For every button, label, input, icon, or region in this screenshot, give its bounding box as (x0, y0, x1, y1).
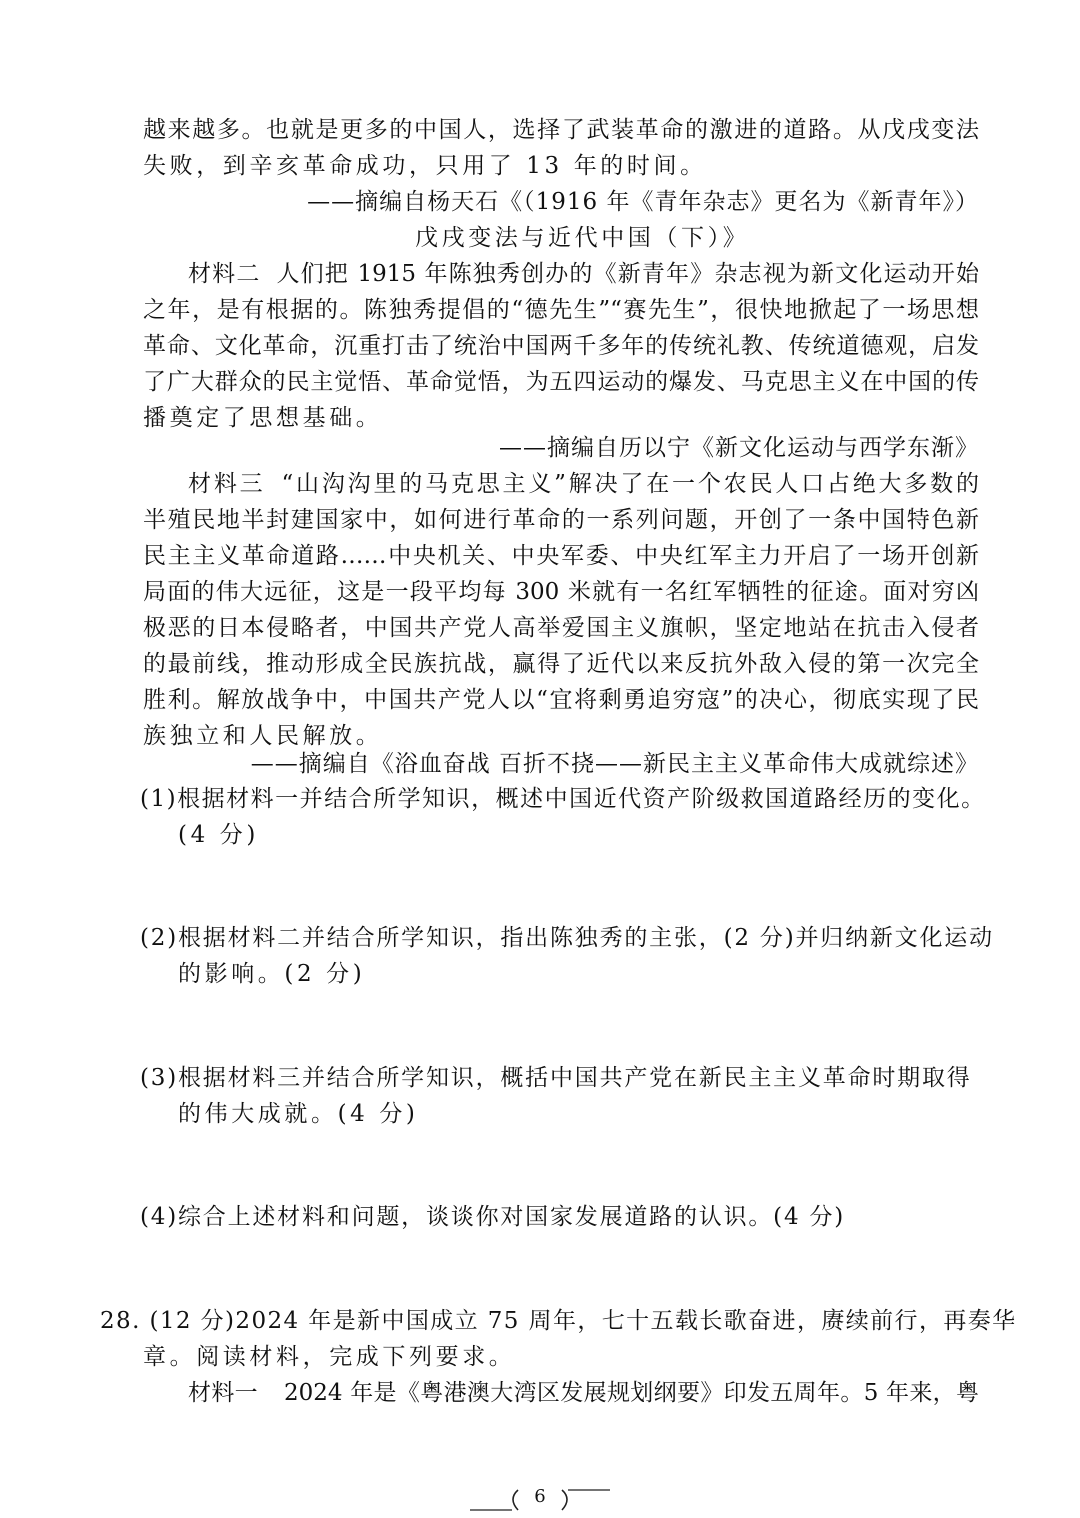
page-number-text: 6 (534, 1486, 546, 1507)
material3-line-6: 的最前线，推动形成全民族抗战，赢得了近代以来反抗外敌入侵的第一次完全 (143, 651, 979, 677)
question-28-material1-label: 材料一 (188, 1380, 259, 1406)
material3-line-1 (188, 466, 979, 502)
question-1-line-2: (4 分) (178, 822, 259, 848)
material2-label: 材料二 (188, 261, 261, 287)
material3-line-8: 族独立和人民解放。 (143, 723, 383, 749)
material2-line-1 (188, 256, 979, 292)
question-3-line-2: 的伟大成就。(4 分) (178, 1101, 419, 1127)
question-28-material1-line-1 (188, 1375, 979, 1411)
material1-source-2: 戊戌变法与近代中国（下）》 (415, 225, 750, 251)
material3-source: ——摘编自《浴血奋战 百折不挠——新民主主义革命伟大成就综述》 (250, 751, 979, 777)
material1-line-1: 越来越多。也就是更多的中国人，选择了武装革命的激进的道路。从戊戌变法 (143, 117, 979, 143)
material1-source-1: ——摘编自杨天石《（1916 年《青年杂志》更名为《新青年》） (307, 189, 979, 215)
question-4-line-1: (4)综合上述材料和问题，谈谈你对国家发展道路的认识。(4 分) (140, 1204, 846, 1230)
question-3-line-1: (3)根据材料三并结合所学知识，概括中国共产党在新民主主义革命时期取得 (140, 1065, 972, 1091)
material3-line-5: 极恶的日本侵略者，中国共产党人高举爱国主义旗帜，坚定地站在抗击入侵者 (143, 615, 979, 641)
material3-line-4: 局面的伟大远征，这是一段平均每 300 米就有一名红军牺牲的征途。面对穷凶 (143, 579, 979, 605)
material3-line-3: 民主主义革命道路……中央机关、中央军委、中央红军主力开启了一场开创新 (143, 543, 979, 569)
material2-line-3: 革命、文化革命，沉重打击了统治中国两千多年的传统礼教、传统道德观，启发 (143, 333, 979, 359)
material2-source: ——摘编自历以宁《新文化运动与西学东渐》 (499, 435, 979, 461)
material3-text-1: “山沟沟里的马克思主义”解决了在一个农民人口占绝大多数的 (281, 471, 979, 497)
material3-label: 材料三 (188, 471, 266, 497)
material2-line-4: 了广大群众的民主觉悟、革命觉悟，为五四运动的爆发、马克思主义在中国的传 (143, 369, 979, 395)
material2-line-5: 播奠定了思想基础。 (143, 405, 383, 431)
material3-line-2: 半殖民地半封建国家中，如何进行革命的一系列问题，开创了一条中国特色新 (143, 507, 979, 533)
question-2-line-2: 的影响。(2 分) (178, 961, 366, 987)
question-28-line-1: 28. (12 分)2024 年是新中国成立 75 周年，七十五载长歌奋进，赓续前行，再奏华 (100, 1308, 1017, 1334)
page-number (470, 1484, 610, 1514)
material3-line-7: 胜利。解放战争中，中国共产党人以“宜将剩勇追穷寇”的决心，彻底实现了民 (143, 687, 979, 713)
material1-line-2: 失败，到辛亥革命成功，只用了 13 年的时间。 (143, 153, 707, 179)
question-28-line-2: 章。阅读材料，完成下列要求。 (143, 1344, 516, 1370)
material2-text-1: 人们把 1915 年陈独秀创办的《新青年》杂志视为新文化运动开始 (276, 261, 979, 287)
question-28-material1-text-1: 2024 年是《粤港澳大湾区发展规划纲要》印发五周年。5 年来，粤 (284, 1380, 980, 1406)
material2-line-2: 之年，是有根据的。陈独秀提倡的“德先生”“赛先生”，很快地掀起了一场思想 (143, 297, 979, 323)
question-2-line-1: (2)根据材料二并结合所学知识，指出陈独秀的主张，(2 分)并归纳新文化运动 (140, 925, 994, 951)
question-1-line-1: (1)根据材料一并结合所学知识，概述中国近代资产阶级救国道路经历的变化。 (140, 786, 986, 812)
